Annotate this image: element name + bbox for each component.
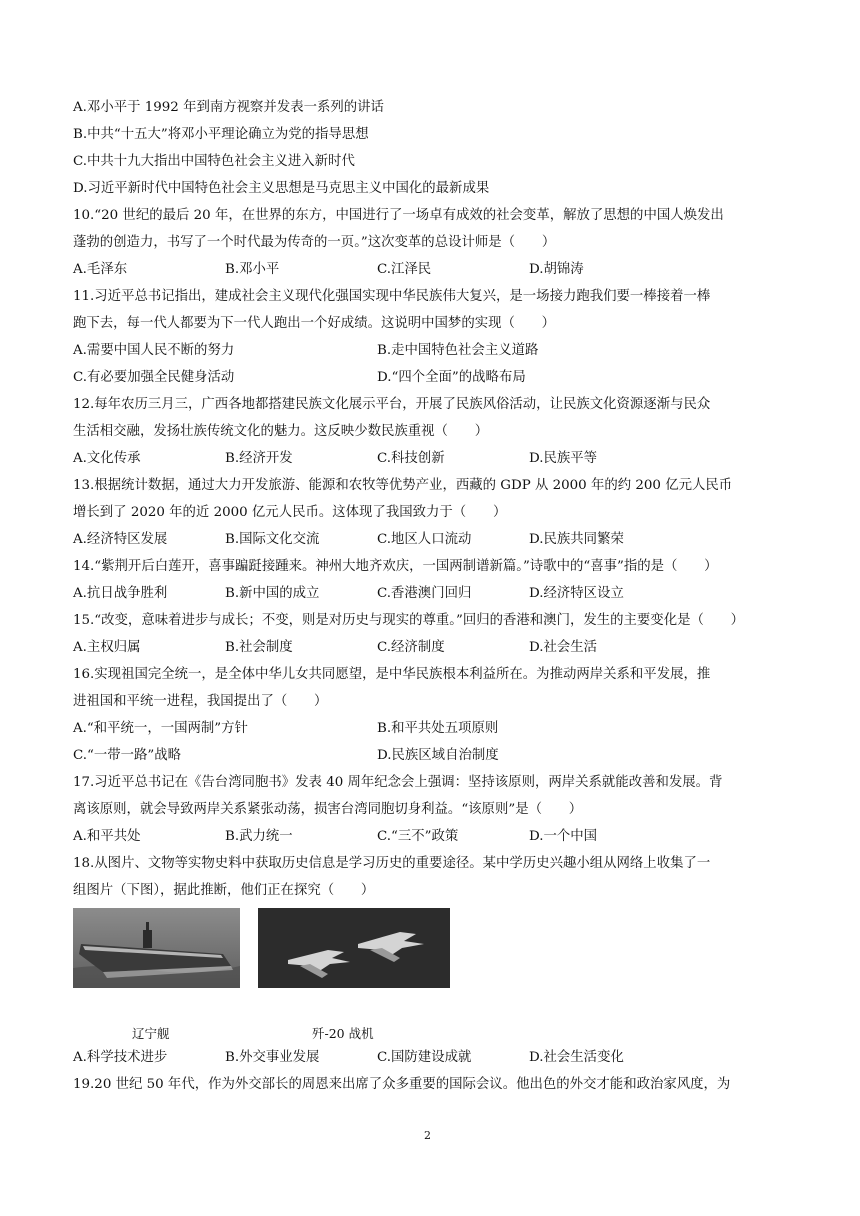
q17-stem-line2: 离该原则，就会导致两岸关系紧张动荡，损害台湾同胞切身利益。“该原则”是（ ）	[73, 802, 583, 817]
q11-option-b[interactable]: B.走中国特色社会主义道路	[377, 343, 539, 358]
q12-option-c[interactable]: C.科技创新	[377, 451, 445, 466]
q11-option-c[interactable]: C.有必要加强全民健身活动	[73, 370, 235, 385]
q17-option-c[interactable]: C.“三不”政策	[377, 829, 459, 844]
q16-option-d[interactable]: D.民族区域自治制度	[377, 748, 499, 763]
q17-option-b[interactable]: B.武力统一	[225, 829, 293, 844]
q12-option-b[interactable]: B.经济开发	[225, 451, 293, 466]
q10-option-a[interactable]: A.毛泽东	[73, 262, 128, 277]
q10-stem-line1: 10.“20 世纪的最后 20 年，在世界的东方，中国进行了一场卓有成效的社会变革，解放了思想的中国人焕发出	[73, 208, 724, 223]
q11-stem-line2: 跑下去，每一代人都要为下一代人跑出一个好成绩。这说明中国梦的实现（ ）	[73, 316, 556, 331]
q14-option-c[interactable]: C.香港澳门回归	[377, 586, 472, 601]
q17-stem-line1: 17.习近平总书记在《告台湾同胞书》发表 40 周年纪念会上强调：坚持该原则，两岸关系就能改善和发展。背	[73, 775, 723, 790]
q12-stem-line2: 生活相交融，发扬壮族传统文化的魅力。这反映少数民族重视（ ）	[73, 424, 489, 439]
q13-stem-line1: 13.根据统计数据，通过大力开发旅游、能源和农牧等优势产业，西藏的 GDP 从 2000 年的约 200 亿元人民币	[73, 478, 733, 493]
q18-option-d[interactable]: D.社会生活变化	[529, 1050, 624, 1065]
caption-j20: 歼-20 战机	[312, 1026, 374, 1041]
q9-option-c: C.中共十九大指出中国特色社会主义进入新时代	[73, 154, 355, 169]
q9-option-d: D.习近平新时代中国特色社会主义思想是马克思主义中国化的最新成果	[73, 181, 490, 196]
q16-option-a[interactable]: A.“和平统一，一国两制”方针	[73, 721, 248, 736]
q13-option-a[interactable]: A.经济特区发展	[73, 532, 168, 547]
q15-option-b[interactable]: B.社会制度	[225, 640, 293, 655]
q18-options	[73, 1049, 793, 1067]
q12-option-d[interactable]: D.民族平等	[529, 451, 598, 466]
q9-option-b: B.中共“十五大”将邓小平理论确立为党的指导思想	[73, 127, 369, 142]
q16-stem-line1: 16.实现祖国完全统一，是全体中华儿女共同愿望，是中华民族根本利益所在。为推动两岸关系和平发展，推	[73, 667, 711, 682]
q17-options	[73, 828, 793, 846]
q16-stem-line2: 进祖国和平统一进程，我国提出了（ ）	[73, 694, 328, 709]
q15-option-d[interactable]: D.社会生活	[529, 640, 598, 655]
q11-stem-line1: 11.习近平总书记指出，建成社会主义现代化强国实现中华民族伟大复兴，是一场接力跑我们要一棒接着一棒	[73, 289, 711, 304]
q19-stem-line1: 19.20 世纪 50 年代，作为外交部长的周恩来出席了众多重要的国际会议。他出色的外交才能和政治家风度，为	[73, 1077, 731, 1092]
q10-option-c[interactable]: C.江泽民	[377, 262, 432, 277]
q14-stem: 14.“紫荆开后白莲开，喜事蹁跹接踵来。神州大地齐欢庆，一国两制谱新篇。”诗歌中的“喜事”指的是（ ）	[73, 559, 718, 574]
q15-stem: 15.“改变，意味着进步与成长；不变，则是对历史与现实的尊重。”回归的香港和澳门，发生的主要变化是（ ）	[73, 613, 745, 628]
q10-option-d[interactable]: D.胡锦涛	[529, 262, 584, 277]
q16-option-c[interactable]: C.“一带一路”战略	[73, 748, 182, 763]
fighter-jet-photo	[258, 908, 450, 988]
q17-option-d[interactable]: D.一个中国	[529, 829, 598, 844]
q12-option-a[interactable]: A.文化传承	[73, 451, 141, 466]
q18-option-b[interactable]: B.外交事业发展	[225, 1050, 320, 1065]
caption-liaoning: 辽宁舰	[132, 1026, 170, 1041]
q14-option-a[interactable]: A.抗日战争胜利	[73, 586, 168, 601]
q10-option-b[interactable]: B.邓小平	[225, 262, 280, 277]
q12-stem-line1: 12.每年农历三月三，广西各地都搭建民族文化展示平台，开展了民族风俗活动，让民族文化资源逐渐与民众	[73, 397, 711, 412]
q16-options-row1	[73, 720, 793, 738]
q16-options-row2	[73, 747, 793, 765]
q18-stem-line1: 18.从图片、文物等实物史料中获取历史信息是学习历史的重要途径。某中学历史兴趣小组从网络上收集了一	[73, 856, 711, 871]
q13-options	[73, 531, 793, 549]
q14-option-d[interactable]: D.经济特区设立	[529, 586, 624, 601]
q15-option-a[interactable]: A.主权归属	[73, 640, 141, 655]
aircraft-carrier-photo	[73, 908, 240, 988]
q18-stem-line2: 组图片（下图），据此推断，他们正在探究（ ）	[73, 883, 375, 898]
q12-options	[73, 450, 793, 468]
q14-option-b[interactable]: B.新中国的成立	[225, 586, 320, 601]
q13-option-b[interactable]: B.国际文化交流	[225, 532, 320, 547]
q9-option-a: A.邓小平于 1992 年到南方视察并发表一系列的讲话	[73, 100, 384, 115]
q18-option-c[interactable]: C.国防建设成就	[377, 1050, 472, 1065]
q13-option-c[interactable]: C.地区人口流动	[377, 532, 472, 547]
q10-options	[73, 261, 793, 279]
q13-option-d[interactable]: D.民族共同繁荣	[529, 532, 624, 547]
page-number: 2	[424, 1129, 431, 1142]
q10-stem-line2: 蓬勃的创造力，书写了一个时代最为传奇的一页。”这次变革的总设计师是（ ）	[73, 235, 556, 250]
q11-options-row2	[73, 369, 793, 387]
q14-options	[73, 585, 793, 603]
q17-option-a[interactable]: A.和平共处	[73, 829, 141, 844]
q11-options-row1	[73, 342, 793, 360]
q15-options	[73, 639, 793, 657]
q16-option-b[interactable]: B.和平共处五项原则	[377, 721, 499, 736]
q15-option-c[interactable]: C.经济制度	[377, 640, 445, 655]
q13-stem-line2: 增长到了 2020 年的近 2000 亿元人民币。这体现了我国致力于（ ）	[73, 505, 507, 520]
q11-option-d[interactable]: D.“四个全面”的战略布局	[377, 370, 526, 385]
q11-option-a[interactable]: A.需要中国人民不断的努力	[73, 343, 235, 358]
q18-option-a[interactable]: A.科学技术进步	[73, 1050, 168, 1065]
